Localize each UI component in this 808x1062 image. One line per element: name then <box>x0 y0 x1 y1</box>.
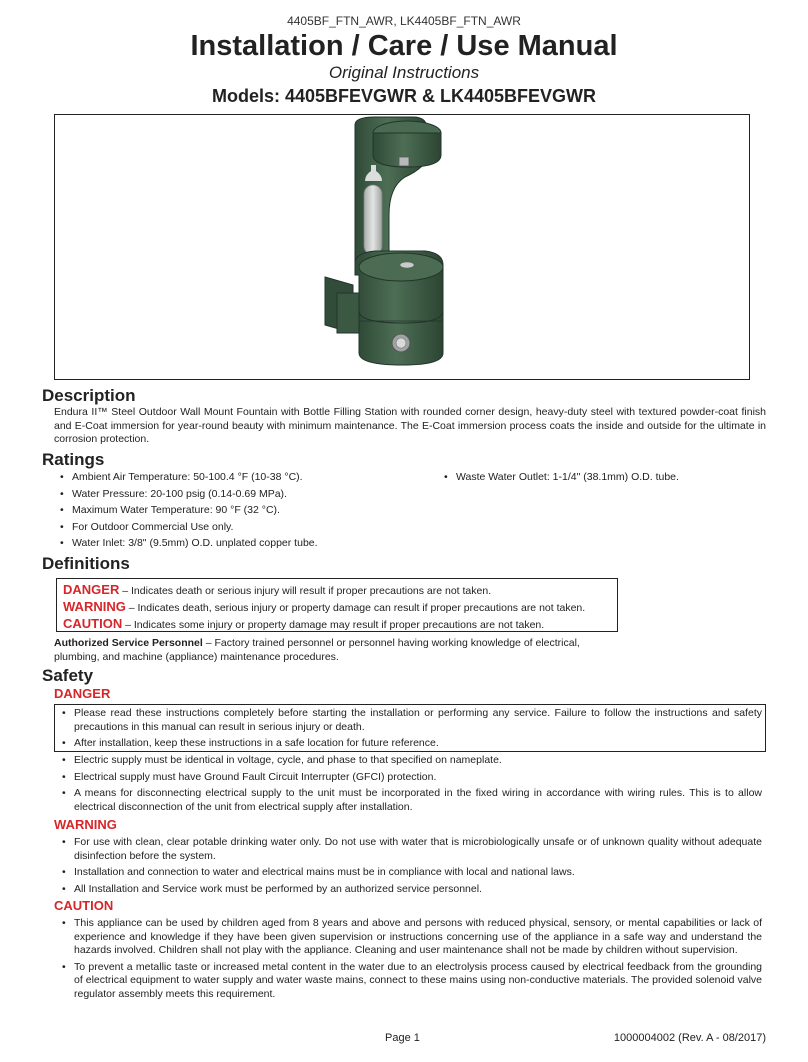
description-text: Endura II™ Steel Outdoor Wall Mount Fountain with Bottle Filling Station with rounded corner design, heavy-duty steel with textured powder-coat finish and E-Coat immersion for year-round beauty with minimum maintenance. The E-Coat immersion process coats the inside and outside for the ultimate in corrosion protection. <box>54 406 766 445</box>
list-item: • Maximum Water Temperature: 90 °F (32 °C). <box>54 504 434 518</box>
list-item: • To prevent a metallic taste or increased metal content in the water due to an electrolysis process caused by electrical feedback from the grounding of electrical equipment to water supply and water waste mains, connect to these mains using non-conductive materials. The provided solenoid valve regulator assembly meets this requirement. <box>56 961 762 1002</box>
safety-warning-heading: WARNING <box>54 817 117 832</box>
page-subtitle: Original Instructions <box>328 63 480 82</box>
page-number: Page 1 <box>385 1032 420 1044</box>
ratings-heading: Ratings <box>42 450 105 469</box>
list-item: • Electrical supply must have Ground Fault Circuit Interrupter (GFCI) protection. <box>56 771 762 785</box>
warning-list <box>56 836 762 899</box>
list-item: • Waste Water Outlet: 1-1/4" (38.1mm) O.D. tube. <box>438 471 766 485</box>
list-item: • Water Inlet: 3/8" (9.5mm) O.D. unplated copper tube. <box>54 537 434 551</box>
caution-list <box>56 917 762 1004</box>
caution-signal-word: CAUTION <box>63 616 123 631</box>
list-item: • Please read these instructions completely before starting the installation or performing any service. Failure to follow the instructions and safety precautions in this manual can result in serious injury or death. <box>56 707 762 734</box>
list-item: • This appliance can be used by children aged from 8 years and above and persons with reduced physical, sensory, or mental capabilities or lack of experience and knowledge if they have been given supervision or instructions concerning use of the appliance in a safe way and understand the hazards involved. Children shall not play with the appliance. Cleaning and user maintenance shall not be made by children without supervision. <box>56 917 762 958</box>
list-item: • All Installation and Service work must be performed by an authorized service personnel. <box>56 883 762 897</box>
warning-signal-word: WARNING <box>63 599 126 614</box>
document-code: 4405BF_FTN_AWR, LK4405BF_FTN_AWR <box>287 14 521 28</box>
signal-word-definitions-box <box>56 578 618 632</box>
danger-definition: DANGER – Indicates death or serious injury will result if proper precautions are not taken. <box>63 582 492 597</box>
product-image-frame <box>54 114 750 380</box>
ratings-list-right <box>438 471 766 488</box>
safety-heading: Safety <box>42 666 94 685</box>
warning-definition: WARNING – Indicates death, serious injury or property damage can result if proper precautions are not taken. <box>63 599 586 614</box>
description-heading: Description <box>42 386 136 405</box>
ratings-list-left <box>54 471 434 554</box>
caution-definition: CAUTION – Indicates some injury or property damage may result if proper precautions are not taken. <box>63 616 545 631</box>
document-revision: 1000004002 (Rev. A - 08/2017) <box>613 1032 766 1044</box>
page-title: Installation / Care / Use Manual <box>190 30 618 62</box>
list-item: • Installation and connection to water and electrical mains must be in compliance with local and national laws. <box>56 866 762 880</box>
fountain-illustration <box>55 115 751 381</box>
list-item: • Electric supply must be identical in voltage, cycle, and phase to that specified on nameplate. <box>56 754 762 768</box>
asp-term: Authorized Service Personnel <box>54 637 203 649</box>
authorized-service-definition: Authorized Service Personnel – Factory trained personnel or personnel having working knowledge of electrical, plumbing, and machine (appliance) maintenance procedures. <box>54 637 580 663</box>
list-item: • For use with clean, clear potable drinking water only. Do not use with water that is microbiologically unsafe or of unknown quality without adequate disinfection before the system. <box>56 836 762 863</box>
list-item: • Ambient Air Temperature: 50-100.4 °F (10-38 °C). <box>54 471 434 485</box>
safety-danger-heading: DANGER <box>54 686 111 701</box>
safety-caution-heading: CAUTION <box>54 898 114 913</box>
danger-signal-word: DANGER <box>63 582 120 597</box>
list-item: • For Outdoor Commercial Use only. <box>54 521 434 535</box>
models-heading: Models: 4405BFEVGWR & LK4405BFEVGWR <box>211 86 597 106</box>
definitions-heading: Definitions <box>42 554 130 573</box>
danger-boxed-list <box>56 707 762 754</box>
list-item: • A means for disconnecting electrical supply to the unit must be incorporated in the fixed wiring in accordance with wiring rules. This is to allow electrical disconnection of the unit from electrical supply after installation. <box>56 787 762 814</box>
list-item: • After installation, keep these instructions in a safe location for future reference. <box>56 737 762 751</box>
danger-list <box>56 754 762 817</box>
list-item: • Water Pressure: 20-100 psig (0.14-0.69 MPa). <box>54 488 434 502</box>
